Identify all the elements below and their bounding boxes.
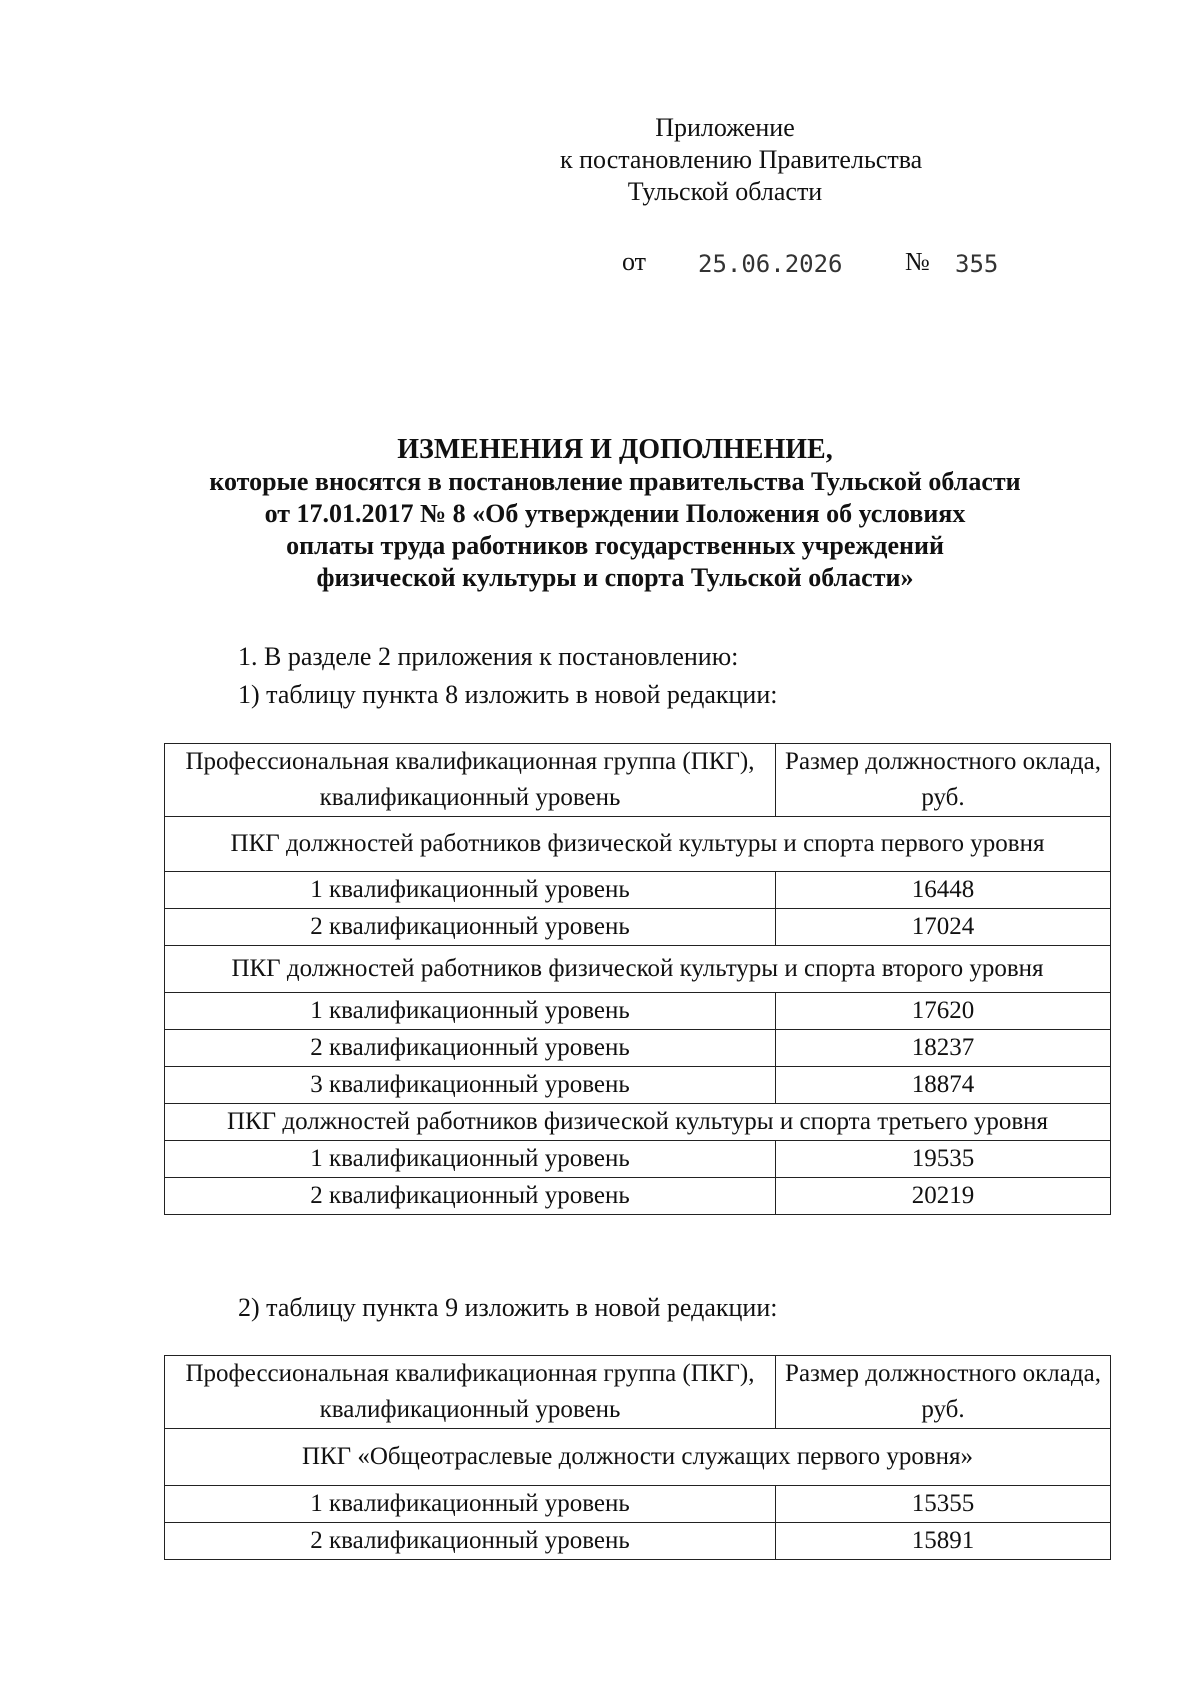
header-cell-salary: Размер должностного оклада, руб. <box>776 1356 1111 1429</box>
salary-cell: 20219 <box>776 1178 1111 1215</box>
salary-cell: 16448 <box>776 872 1111 909</box>
table-row <box>165 1030 1111 1067</box>
table-row <box>165 1486 1111 1523</box>
salary-cell: 15355 <box>776 1486 1111 1523</box>
salary-table-1 <box>164 743 1111 1215</box>
table-row <box>165 1178 1111 1215</box>
table-row <box>165 1523 1111 1560</box>
paragraph-2: 1) таблицу пункта 8 изложить в новой редакции: <box>238 680 778 709</box>
header-cell-group: Профессиональная квалификационная группа (ПКГ), квалификационный уровень <box>165 744 776 817</box>
table-row <box>165 1141 1111 1178</box>
title-line: физической культуры и спорта Тульской области» <box>316 563 914 592</box>
level-cell: 3 квалификационный уровень <box>165 1067 776 1104</box>
salary-cell: 15891 <box>776 1523 1111 1560</box>
group-row <box>165 946 1111 993</box>
level-cell: 2 квалификационный уровень <box>165 1523 776 1560</box>
table-header-row <box>165 744 1111 817</box>
registration-number: 355 <box>955 250 999 278</box>
level-cell: 1 квалификационный уровень <box>165 1141 776 1178</box>
group-title: ПКГ должностей работников физической культуры и спорта второго уровня <box>165 946 1111 993</box>
appendix-line: Приложение <box>655 113 795 142</box>
group-title: ПКГ должностей работников физической культуры и спорта третьего уровня <box>165 1104 1111 1141</box>
table-row <box>165 872 1111 909</box>
salary-cell: 18237 <box>776 1030 1111 1067</box>
group-row <box>165 817 1111 872</box>
salary-cell: 17620 <box>776 993 1111 1030</box>
level-cell: 2 квалификационный уровень <box>165 909 776 946</box>
salary-cell: 17024 <box>776 909 1111 946</box>
level-cell: 2 квалификационный уровень <box>165 1030 776 1067</box>
title-line: от 17.01.2017 № 8 «Об утверждении Положения об условиях <box>264 499 966 528</box>
appendix-block <box>560 112 923 208</box>
registration-date: 25.06.2026 <box>698 250 843 278</box>
group-row <box>165 1104 1111 1141</box>
salary-cell: 19535 <box>776 1141 1111 1178</box>
paragraph-1: 1. В разделе 2 приложения к постановлению: <box>238 642 739 671</box>
number-prefix: № <box>905 247 930 276</box>
table-header-row <box>165 1356 1111 1429</box>
group-row <box>165 1429 1111 1486</box>
table-row <box>165 909 1111 946</box>
group-title: ПКГ «Общеотраслевые должности служащих первого уровня» <box>165 1429 1111 1486</box>
salary-table-2 <box>164 1355 1111 1560</box>
table-row <box>165 993 1111 1030</box>
level-cell: 1 квалификационный уровень <box>165 993 776 1030</box>
appendix-line: Тульской области <box>627 177 823 206</box>
level-cell: 2 квалификационный уровень <box>165 1178 776 1215</box>
level-cell: 1 квалификационный уровень <box>165 872 776 909</box>
title-line: оплаты труда работников государственных учреждений <box>286 531 944 560</box>
level-cell: 1 квалификационный уровень <box>165 1486 776 1523</box>
title-line: которые вносятся в постановление правительства Тульской области <box>209 467 1021 496</box>
header-cell-salary: Размер должностного оклада, руб. <box>776 744 1111 817</box>
group-title: ПКГ должностей работников физической культуры и спорта первого уровня <box>165 817 1111 872</box>
table-row <box>165 1067 1111 1104</box>
paragraph-3: 2) таблицу пункта 9 изложить в новой редакции: <box>238 1293 778 1322</box>
appendix-line: к постановлению Правительства <box>560 145 923 174</box>
salary-cell: 18874 <box>776 1067 1111 1104</box>
document-title <box>150 434 1080 594</box>
title-line: ИЗМЕНЕНИЯ И ДОПОЛНЕНИЕ, <box>397 434 833 465</box>
header-cell-group: Профессиональная квалификационная группа (ПКГ), квалификационный уровень <box>165 1356 776 1429</box>
date-prefix: от <box>622 247 647 276</box>
